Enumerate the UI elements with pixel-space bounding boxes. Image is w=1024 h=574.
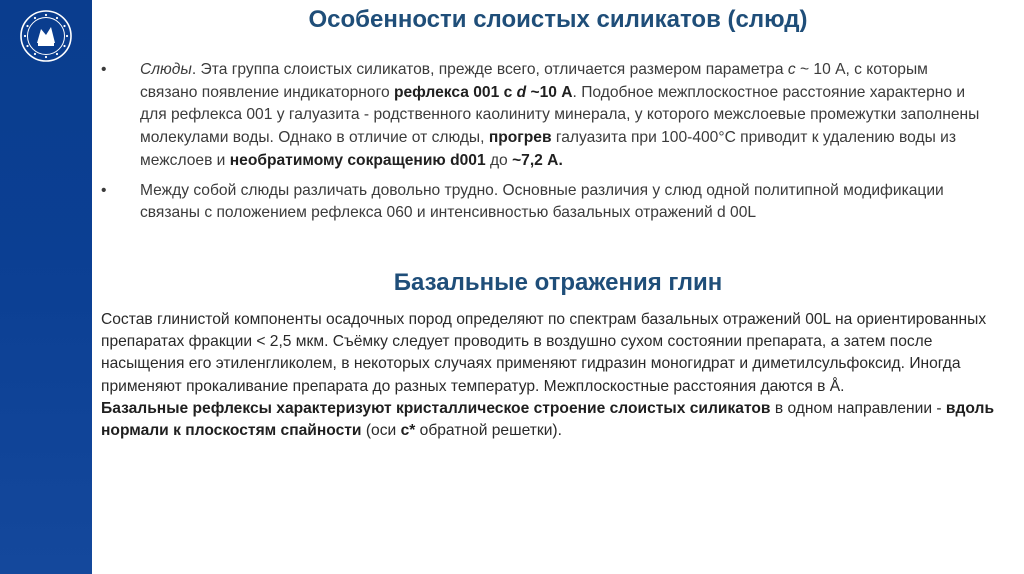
university-crest-icon [19, 9, 73, 63]
slide-title: Особенности слоистых силикатов (слюд) [308, 6, 808, 33]
bullet-item-polytype: • Между собой слюды различать довольно трудно. Основные различия у слюд одной политипной модификации связаны с положением рефлекса 060 и интенсивностью базальных отражений d 00L [101, 180, 981, 225]
bullet-list [101, 59, 981, 232]
section-title: Базальные отражения глин [393, 269, 723, 296]
body-paragraph: Состав глинистой компоненты осадочных пород определяют по спектрам базальных отражений 00L на ориентированных препаратах фракции < 2,5 мкм. Съёмку следует проводить в воздушно сухом состоянии препарата, а затем после насыщения его этиленгликолем, в некоторых случаях применяют гидразин моногидрат и диметилсульфоксид. Иногда применяют прокаливание препарата до разных температур. Межплоскостные расстояния даются в Å. Базальные рефлексы характеризуют кристаллическое строение слоистых силикатов в одном направлении - вдоль нормали к плоскостям спайности (оси с* обратной решетки). [101, 311, 995, 440]
bullet-item-mica: • Слюды. Эта группа слоистых силикатов, прежде всего, отличается размером параметра с ~ 10 А, с которым связано появление индикаторного рефлекса 001 с d ~10 А. Подобное межплоскостное расстояние характерно и для рефлекса 001 у галуазита - родственного каолиниту минерала, у которого межслоевые промежутки заполнены молекулами воды. Однако в отличие от слюды, прогрев галуазита при 100-400°С приводит к удалению воды из межслоев и необратимому сокращению d001 до ~7,2 А. [101, 59, 981, 173]
left-sidebar-band [0, 0, 92, 574]
